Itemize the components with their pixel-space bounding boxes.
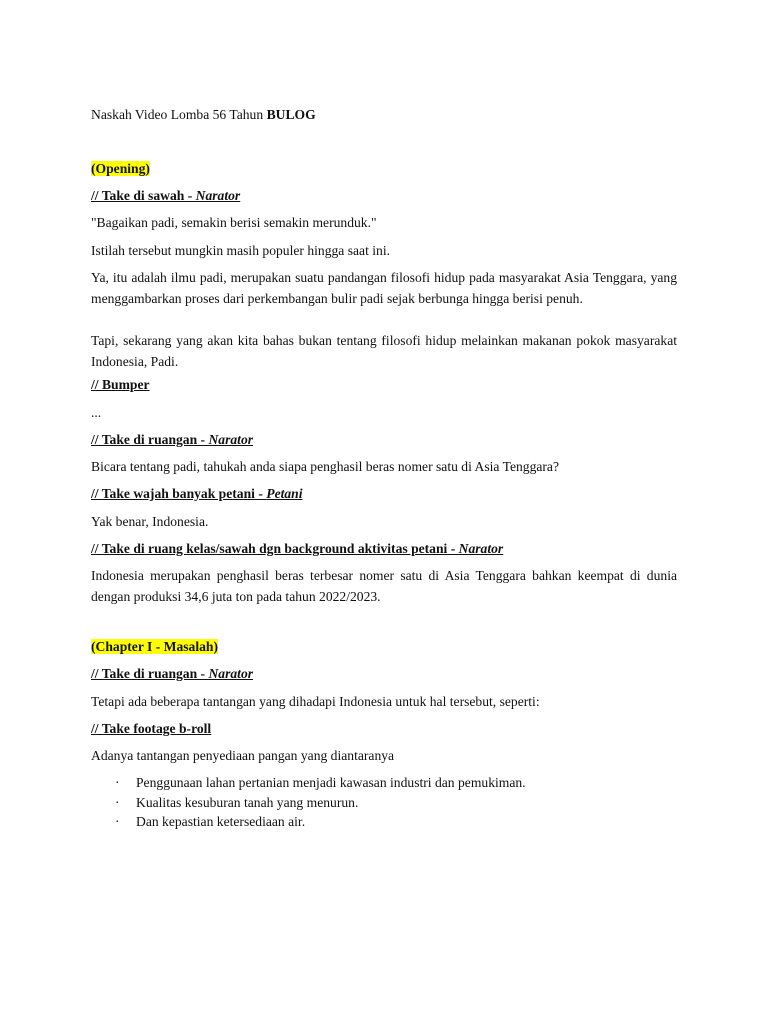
bumper-label: // Bumper <box>91 377 150 392</box>
paragraph-line: Bicara tentang padi, tahukah anda siapa penghasil beras nomer satu di Asia Tenggara? <box>91 459 559 474</box>
take-heading-text: // Take di ruang kelas/sawah dgn background aktivitas petani - <box>91 541 459 556</box>
ellipsis-line: ... <box>91 405 102 420</box>
list-item <box>115 773 526 793</box>
take-heading-ruangan <box>91 430 677 451</box>
take-role: Petani <box>266 486 303 501</box>
take-role: Narator <box>195 188 241 203</box>
take-heading-petani-label <box>91 486 303 501</box>
take-heading-ruang-kelas <box>91 539 677 560</box>
bumper-heading <box>91 375 677 396</box>
take-heading-text: // Take di sawah - <box>91 188 196 203</box>
quote-line: "Bagaikan padi, semakin berisi semakin merunduk." <box>91 215 377 230</box>
challenge-list <box>115 773 526 832</box>
take-heading-petani <box>91 484 677 505</box>
take-heading-ruangan-ch1-label <box>91 666 253 681</box>
paragraph-makanan-pokok: Tapi, sekarang yang akan kita bahas bukan tentang filosofi hidup melainkan makanan pokok masyarakat Indonesia, Padi. <box>91 333 677 369</box>
list-item <box>115 793 526 813</box>
section-chapter-1 <box>91 637 677 658</box>
take-role: Narator <box>208 432 254 447</box>
take-heading-text: // Take di ruangan - <box>91 666 209 681</box>
paragraph-produksi: Indonesia merupakan penghasil beras terbesar nomer satu di Asia Tenggara bahkan keempat di dunia dengan produksi 34,6 juta ton pada tahun 2022/2023. <box>91 568 677 604</box>
take-heading-sawah-label <box>91 188 240 203</box>
bullet-icon: · <box>115 775 120 790</box>
bullet-icon: · <box>115 814 120 829</box>
paragraph-line: Tetapi ada beberapa tantangan yang dihadapi Indonesia untuk hal tersebut, seperti: <box>91 694 540 709</box>
take-heading-text: // Take wajah banyak petani - <box>91 486 267 501</box>
section-opening <box>91 159 677 180</box>
take-heading-text: // Take di ruangan - <box>91 432 209 447</box>
paragraph-line: Istilah tersebut mungkin masih populer hingga saat ini. <box>91 243 391 258</box>
take-heading-sawah <box>91 186 677 207</box>
section-opening-label: (Opening) <box>91 161 150 176</box>
paragraph-line: Yak benar, Indonesia. <box>91 514 209 529</box>
list-item-text: Penggunaan lahan pertanian menjadi kawasan industri dan pemukiman. <box>136 775 526 790</box>
bullet-icon: · <box>115 794 120 810</box>
take-role: Narator <box>458 541 504 556</box>
paragraph-ilmu-padi: Ya, itu adalah ilmu padi, merupakan suatu pandangan filosofi hidup pada masyarakat Asia Tenggara, yang menggambarkan proses dari perkembangan bulir padi sejak berbunga hingga berisi penuh. <box>91 270 677 306</box>
list-item <box>115 812 526 832</box>
list-item-text: Kualitas kesuburan tanah yang menurun. <box>136 794 359 810</box>
title-brand: BULOG <box>266 107 316 122</box>
document-title <box>91 105 677 126</box>
take-heading-ruangan-ch1 <box>91 664 677 685</box>
section-chapter-1-label: (Chapter I - Masalah) <box>91 639 218 654</box>
take-heading-footage <box>91 719 677 740</box>
take-role: Narator <box>208 666 254 681</box>
take-heading-footage-label: // Take footage b-roll <box>91 721 212 736</box>
list-item-text: Dan kepastian ketersediaan air. <box>136 814 306 829</box>
take-heading-ruangan-label <box>91 432 253 447</box>
take-heading-ruang-kelas-label <box>91 541 503 556</box>
paragraph-line: Adanya tantangan penyediaan pangan yang diantaranya <box>91 748 395 763</box>
title-prefix: Naskah Video Lomba 56 Tahun <box>91 107 267 122</box>
